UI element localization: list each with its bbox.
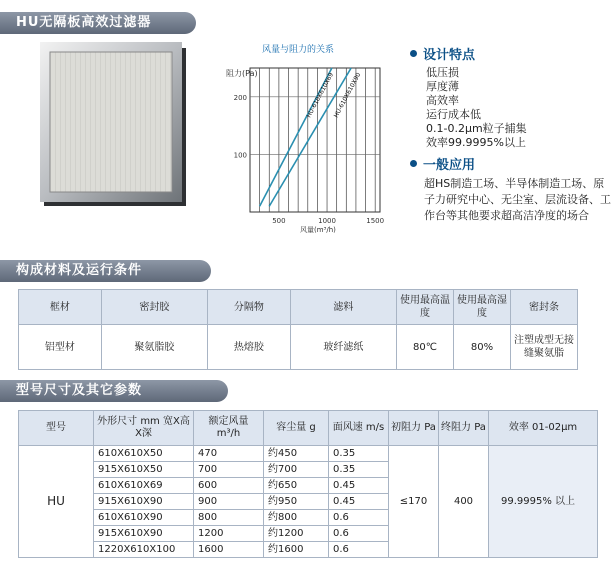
size-cell: 610X610X90 [94,510,194,526]
dust-capacity-cell: 约1200 [264,526,329,542]
materials-table [18,289,578,370]
size-cell: 915X610X50 [94,462,194,478]
table-cell: 80% [454,325,511,370]
product-title-banner: HU无隔板高效过滤器 [0,12,196,34]
bullet-dot-icon [410,160,417,167]
airflow-cell: 1200 [194,526,264,542]
size-cell: 915X610X90 [94,494,194,510]
efficiency-cell: 99.9995% 以上 [489,446,598,558]
header-cell: 框材 [19,290,102,325]
x-tick-label: 500 [272,217,286,225]
header-cell: 使用最高湿度 [454,290,511,325]
series-line [269,68,351,206]
model-cell: HU [19,446,94,558]
table-cell: 玻纤滤纸 [290,325,396,370]
chart-lines [260,68,363,206]
size-cell: 915X610X90 [94,526,194,542]
header-cell: 初阻力 Pa [389,411,439,446]
size-cell: 610X610X50 [94,446,194,462]
design-item: 低压损 [426,66,459,79]
velocity-cell: 0.35 [329,446,389,462]
models-table [18,410,598,558]
initial-resistance-cell: ≤170 [389,446,439,558]
airflow-cell: 600 [194,478,264,494]
header-cell: 面风速 m/s [329,411,389,446]
models-banner: 型号尺寸及其它参数 [0,380,228,402]
applications-heading [410,154,610,173]
chart-title: 风量与阻力的关系 [262,45,335,55]
dust-capacity-cell: 约700 [264,462,329,478]
x-tick-label: 1000 [318,217,336,225]
airflow-cell: 900 [194,494,264,510]
airflow-cell: 1600 [194,542,264,558]
dust-capacity-cell: 约650 [264,478,329,494]
header-cell: 密封条 [511,290,578,325]
design-item: 效率99.9995%以上 [426,136,526,149]
size-cell: 610X610X69 [94,478,194,494]
header-cell: 分隔物 [208,290,291,325]
airflow-cell: 700 [194,462,264,478]
dust-capacity-cell: 约800 [264,510,329,526]
table-cell: 80℃ [397,325,454,370]
final-resistance-cell: 400 [439,446,489,558]
design-item: 高效率 [426,94,459,107]
bullet-dot-icon [410,50,417,57]
series-label: HU-610X610X69 [305,71,336,119]
y-axis-label-text: 阻力(Pa) [226,69,258,78]
design-item: 运行成本低 [426,108,481,121]
header-cell: 密封胶 [101,290,207,325]
header-cell: 使用最高温度 [397,290,454,325]
header-cell: 外形尺寸 mm 宽X高X深 [94,411,194,446]
header-cell: 终阻力 Pa [439,411,489,446]
chart-grid [250,68,380,212]
airflow-cell: 800 [194,510,264,526]
x-tick-label: 1500 [366,217,385,225]
airflow-resistance-chart [220,40,405,238]
applications-title: 一般应用 [423,158,476,173]
series-label: HU-610X610X90 [332,71,363,119]
header-cell: 滤料 [290,290,396,325]
velocity-cell: 0.6 [329,542,389,558]
materials-banner: 构成材料及运行条件 [0,260,211,282]
y-tick-label: 100 [233,151,247,160]
models-header-row [19,411,598,446]
x-axis-label: 风量(m³/h) [300,226,336,234]
velocity-cell: 0.6 [329,510,389,526]
dust-capacity-cell: 约1600 [264,542,329,558]
airflow-cell: 470 [194,446,264,462]
materials-row [19,325,578,370]
filter-product-image [40,42,190,212]
header-cell: 效率 01-02μm [489,411,598,446]
velocity-cell: 0.35 [329,462,389,478]
size-cell: 1220X610X100 [94,542,194,558]
dust-capacity-cell: 约450 [264,446,329,462]
y-tick-label: 200 [233,93,247,102]
table-cell: 铝型材 [19,325,102,370]
design-features-title: 设计特点 [423,48,476,63]
table-row [19,446,598,462]
velocity-cell: 0.45 [329,494,389,510]
features-panel [410,44,610,224]
design-item: 0.1-0.2μm粒子捕集 [426,122,527,135]
table-cell: 热熔胶 [208,325,291,370]
header-cell: 型号 [19,411,94,446]
design-item: 厚度薄 [426,80,459,93]
velocity-cell: 0.6 [329,526,389,542]
header-cell: 额定风量 m³/h [194,411,264,446]
applications-text: 超HS制造工场、半导体制造工场、原子力研究中心、无尘室、层流设备、工作台等其他要求超高洁净度的场合 [424,177,611,222]
y-axis-label [226,68,258,78]
table-cell: 聚氨脂胶 [101,325,207,370]
velocity-cell: 0.45 [329,478,389,494]
header-cell: 容尘量 g [264,411,329,446]
dust-capacity-cell: 约950 [264,494,329,510]
table-cell: 注塑成型无接缝聚氨脂 [511,325,578,370]
materials-header-row [19,290,578,325]
design-features-heading [410,44,610,63]
